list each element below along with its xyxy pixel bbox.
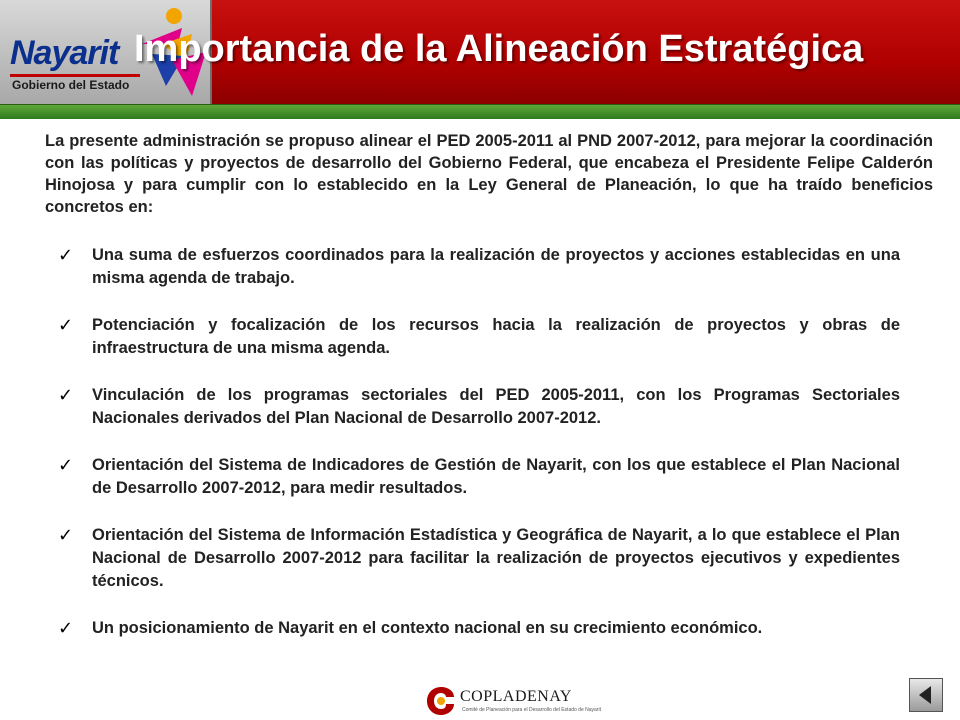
list-item <box>50 384 900 430</box>
check-icon: ✓ <box>58 455 74 476</box>
list-item-text: Vinculación de los programas sectoriales del PED 2005-2011, con los Programas Sectoriales Nacionales derivados del Plan Nacional de Desarrollo 2007-2012. <box>92 386 900 427</box>
copladenay-name: COPLADENAY <box>460 688 572 705</box>
check-icon: ✓ <box>58 525 74 546</box>
copladenay-subtitle: Comité de Planeación para el Desarrollo del Estado de Nayarit <box>462 707 601 713</box>
check-icon: ✓ <box>58 245 74 266</box>
check-icon: ✓ <box>58 385 74 406</box>
intro-paragraph: La presente administración se propuso alinear el PED 2005-2011 al PND 2007-2012, para mejorar la coordinación con las políticas y proyectos de desarrollo del Gobierno Federal, que encabeza el Presidente Felipe Calderón Hinojosa y para cumplir con lo establecido en la Ley General de Planeación, lo que ha traído beneficios concretos en: <box>45 132 933 216</box>
logo-wordmark: Nayarit <box>10 34 119 72</box>
list-item <box>50 524 900 593</box>
back-button[interactable] <box>909 678 943 712</box>
page-title: Importancia de la Alineación Estratégica <box>134 28 864 70</box>
copladenay-logo-icon <box>424 684 458 718</box>
list-item <box>50 244 900 290</box>
list-item-text: Un posicionamiento de Nayarit en el contexto nacional en su crecimiento económico. <box>92 619 763 637</box>
header-green-band <box>0 104 960 119</box>
list-item <box>50 454 900 500</box>
logo-subtitle: Gobierno del Estado <box>12 78 130 92</box>
list-item-text: Orientación del Sistema de Indicadores de Gestión de Nayarit, con los que establece el Plan Nacional de Desarrollo 2007-2012, para medir resultados. <box>92 456 900 497</box>
logo-underline <box>10 74 140 77</box>
back-arrow-icon <box>915 684 937 706</box>
list-item <box>50 314 900 360</box>
list-item-text: Potenciación y focalización de los recursos hacia la realización de proyectos y obras de infraestructura de una misma agenda. <box>92 316 900 357</box>
check-icon: ✓ <box>58 315 74 336</box>
check-icon: ✓ <box>58 618 74 639</box>
list-item-text: Orientación del Sistema de Información Estadística y Geográfica de Nayarit, a lo que establece el Plan Nacional de Desarrollo 2007-2012 para facilitar la realización de proyectos ejecutivos y expedientes técnicos. <box>92 526 900 590</box>
list-item-text: Una suma de esfuerzos coordinados para la realización de proyectos y acciones establecidas en una misma agenda de trabajo. <box>92 246 900 287</box>
benefits-list <box>50 244 900 640</box>
list-item <box>50 617 900 640</box>
